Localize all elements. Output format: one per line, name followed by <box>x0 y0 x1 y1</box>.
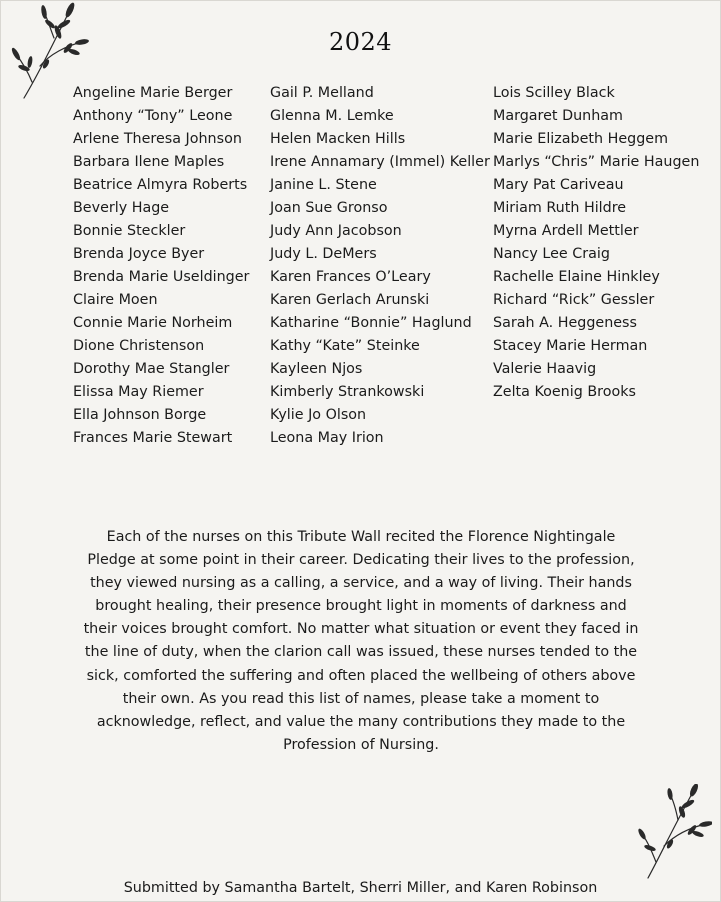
tribute-line: Each of the nurses on this Tribute Wall recited the Florence Nightingale <box>106 529 616 545</box>
name-item: Myrna Ardell Mettler <box>493 223 639 239</box>
name-item: Frances Marie Stewart <box>73 430 233 446</box>
name-item: Ella Johnson Borge <box>73 407 207 423</box>
name-item: Beverly Hage <box>73 200 170 216</box>
name-item: Kayleen Njos <box>270 361 363 377</box>
name-item: Stacey Marie Herman <box>493 338 648 354</box>
name-item: Brenda Marie Useldinger <box>73 269 250 285</box>
name-item: Richard “Rick” Gessler <box>493 292 655 308</box>
name-item: Judy L. DeMers <box>270 246 377 262</box>
tribute-line: sick, comforted the suffering and often placed the wellbeing of others above <box>86 667 636 684</box>
name-item: Angeline Marie Berger <box>73 85 233 101</box>
tribute-line: they viewed nursing as a calling, a service, and a way of living. Their hands <box>90 575 632 592</box>
name-item: Katharine “Bonnie” Haglund <box>270 315 472 331</box>
name-item: Barbara Ilene Maples <box>73 154 225 170</box>
name-item: Gail P. Melland <box>270 85 374 101</box>
name-item: Miriam Ruth Hildre <box>493 200 627 216</box>
tribute-line: their voices brought comfort. No matter what situation or event they faced in <box>83 621 639 638</box>
names-column-1 <box>73 82 249 450</box>
name-item: Sarah A. Heggeness <box>493 315 637 331</box>
name-item: Helen Macken Hills <box>270 131 406 147</box>
leaf-sprig-icon <box>638 784 712 880</box>
name-item: Margaret Dunham <box>493 108 623 124</box>
name-item: Glenna M. Lemke <box>270 108 394 124</box>
name-item: Irene Annamary (Immel) Keller <box>270 154 490 170</box>
name-item: Janine L. Stene <box>270 177 377 193</box>
name-item: Karen Gerlach Arunski <box>270 292 430 308</box>
tribute-paragraph <box>82 526 640 757</box>
submitted-by-credit: Submitted by Samantha Bartelt, Sherri Miller, and Karen Robinson <box>123 880 598 896</box>
name-item: Karen Frances O’Leary <box>270 269 431 285</box>
name-item: Bonnie Steckler <box>73 223 186 239</box>
name-item: Lois Scilley Black <box>493 85 615 101</box>
tribute-line: Pledge at some point in their career. Dedicating their lives to the profession, <box>87 552 635 569</box>
names-column-3 <box>493 82 699 404</box>
tribute-line: their own. As you read this list of names, please take a moment to <box>122 690 600 707</box>
name-item: Claire Moen <box>73 292 158 308</box>
name-item: Beatrice Almyra Roberts <box>73 177 248 193</box>
name-item: Dione Christenson <box>73 338 205 354</box>
name-item: Mary Pat Cariveau <box>493 177 624 193</box>
name-item: Marlys “Chris” Marie Haugen <box>493 154 700 170</box>
name-item: Kathy “Kate” Steinke <box>270 338 420 354</box>
name-item: Elissa May Riemer <box>73 384 204 400</box>
name-item: Valerie Haavig <box>493 361 597 377</box>
name-item: Nancy Lee Craig <box>493 246 610 262</box>
page-title: 2024 <box>328 28 393 56</box>
name-item: Dorothy Mae Stangler <box>73 361 230 377</box>
name-item: Kylie Jo Olson <box>270 407 367 423</box>
name-item: Judy Ann Jacobson <box>270 223 402 239</box>
name-item: Kimberly Strankowski <box>270 384 425 400</box>
name-item: Joan Sue Gronso <box>270 200 388 216</box>
name-item: Anthony “Tony” Leone <box>73 108 233 124</box>
tribute-line: brought healing, their presence brought light in moments of darkness and <box>95 598 627 615</box>
name-item: Leona May Irion <box>270 430 384 446</box>
name-item: Zelta Koenig Brooks <box>493 384 636 400</box>
name-item: Rachelle Elaine Hinkley <box>493 269 660 285</box>
names-column-2 <box>270 82 490 450</box>
tribute-line: the line of duty, when the clarion call was issued, these nurses tended to the <box>84 644 638 661</box>
tribute-line: Profession of Nursing. <box>283 736 439 753</box>
name-item: Arlene Theresa Johnson <box>73 131 242 147</box>
tribute-line: acknowledge, reflect, and value the many contributions they made to the <box>96 713 626 730</box>
name-item: Brenda Joyce Byer <box>73 246 205 262</box>
name-item: Marie Elizabeth Heggem <box>493 131 669 147</box>
name-item: Connie Marie Norheim <box>73 315 233 331</box>
